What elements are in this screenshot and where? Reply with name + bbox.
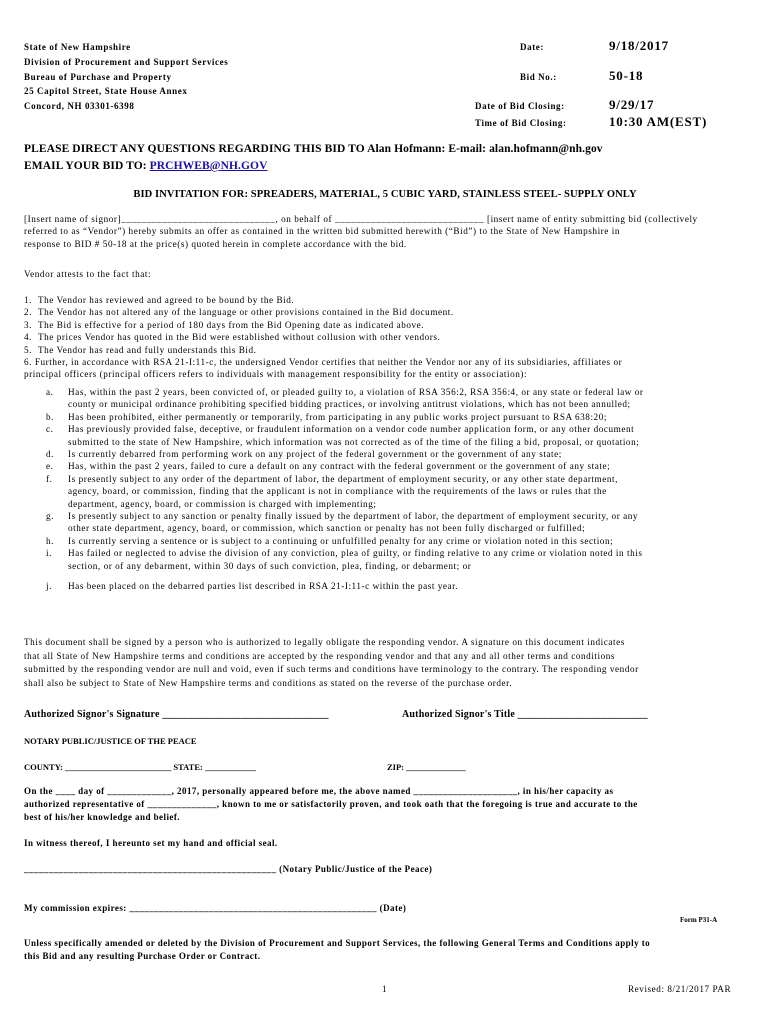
sub-item-letter: h. bbox=[46, 535, 54, 546]
sub-item bbox=[24, 448, 744, 460]
sub-item-text: county or municipal ordinance prohibiting specified bidding practices, or involving antitrust violations, which has not been annulled; bbox=[68, 399, 631, 410]
page-number: 1 bbox=[382, 984, 388, 994]
sub-item bbox=[24, 423, 744, 435]
list-item-text: The Vendor has not altered any of the language or other provisions contained in the Bid document. bbox=[38, 307, 454, 318]
signing-line: submitted by the responding vendor are null and void, even if such terms and conditions have terminology to the contrary. The responding vendor bbox=[24, 664, 639, 674]
form-id: Form P31-A bbox=[680, 916, 718, 924]
notary-oath-line: authorized representative of ______________, known to me or satisfactorily proven, and took oath that the foregoing is true and accurate to the bbox=[24, 799, 638, 809]
sub-item bbox=[24, 386, 744, 398]
notary-signature-field[interactable]: ___________________________________________________ (Notary Public/Justice of the Peace) bbox=[24, 864, 433, 874]
list-item-text: The prices Vendor has quoted in the Bid were established without collusion with other vendors. bbox=[38, 332, 441, 343]
org-line-address: 25 Capitol Street, State House Annex bbox=[24, 86, 188, 96]
sub-item-text: Is currently serving a sentence or is subject to a continuing or unfulfilled penalty for any crime or violation noted in this section; bbox=[68, 535, 614, 546]
intro-paragraph bbox=[24, 213, 744, 250]
intro-line: response to BID # 50-18 at the price(s) quoted herein in complete accordance with the bid. bbox=[24, 238, 407, 249]
list-item-text: The Vendor has read and fully understands this Bid. bbox=[38, 344, 257, 355]
sub-item-list bbox=[24, 386, 744, 593]
signing-line: This document shall be signed by a person who is authorized to legally obligate the responding vendor. A signature on this document indicates bbox=[24, 637, 625, 647]
sub-item-letter: i. bbox=[46, 548, 52, 559]
sub-item-text: Is currently debarred from performing work on any project of the federal government or the government of any state; bbox=[68, 449, 562, 460]
signing-paragraph bbox=[24, 636, 744, 690]
sub-item-letter: j. bbox=[46, 581, 52, 592]
list-item-6-line: principal officers (principal officers refers to individuals with management responsibility for the entity or association): bbox=[24, 369, 528, 380]
sub-item bbox=[24, 535, 744, 547]
org-line-city: Concord, NH 03301-6398 bbox=[24, 101, 135, 111]
list-item-number: 3. bbox=[24, 319, 32, 330]
list-item-number: 4. bbox=[24, 332, 32, 343]
witness-line: In witness thereof, I hereunto set my hand and official seal. bbox=[24, 838, 278, 848]
sub-item-letter: a. bbox=[46, 387, 54, 397]
numbered-list bbox=[24, 294, 744, 381]
date-label: Date: bbox=[520, 42, 544, 52]
sub-item bbox=[24, 580, 744, 592]
sub-item-text: Has previously provided false, deceptive, or fraudulent information on a vendor code number application form, or any other document bbox=[68, 424, 635, 435]
list-item bbox=[24, 344, 744, 356]
list-item-number: 2. bbox=[24, 307, 32, 318]
commission-expires-field[interactable]: My commission expires: __________________________________________________ (Date) bbox=[24, 903, 407, 913]
sub-item-text: Is presently subject to any order of the department of labor, the department of employment security, or any other state department, bbox=[68, 473, 618, 484]
sub-item-letter: b. bbox=[46, 411, 54, 422]
notary-oath-line: On the ____ day of _____________, 2017, personally appeared before me, the above named _____________________, in his/her capacity as bbox=[24, 786, 614, 796]
list-item bbox=[24, 319, 744, 331]
email-bid-line bbox=[24, 160, 268, 172]
notary-oath-paragraph bbox=[24, 785, 744, 824]
sub-item bbox=[24, 547, 744, 559]
closing-time-value: 10:30 AM(EST) bbox=[609, 114, 708, 129]
closing-time-label: Time of Bid Closing: bbox=[475, 118, 567, 128]
closing-line: Unless specifically amended or deleted by the Division of Procurement and Support Services, the following General Terms and Conditions apply to bbox=[24, 938, 651, 948]
list-item bbox=[24, 306, 744, 318]
bid-no-value: 50-18 bbox=[609, 68, 644, 83]
sub-item bbox=[24, 510, 744, 522]
questions-line: PLEASE DIRECT ANY QUESTIONS REGARDING THIS BID TO Alan Hofmann: E-mail: alan.hofmann@nh.gov bbox=[24, 143, 603, 155]
closing-date-label: Date of Bid Closing: bbox=[475, 101, 565, 111]
sub-item bbox=[24, 411, 744, 423]
sub-item bbox=[24, 473, 744, 485]
sub-item-text: Has failed or neglected to advise the division of any conviction, plea of guilty, or finding relative to any crime or violation noted in this bbox=[68, 548, 643, 559]
notary-zip-field[interactable]: ZIP: ______________ bbox=[387, 762, 466, 772]
sub-item-text: agency, board, or commission, finding that the applicant is not in compliance with the requirements of the laws or rules that the bbox=[68, 486, 607, 497]
notary-heading: NOTARY PUBLIC/JUSTICE OF THE PEACE bbox=[24, 736, 197, 746]
sub-item bbox=[24, 460, 744, 472]
list-item-text: The Vendor has reviewed and agreed to be bound by the Bid. bbox=[38, 295, 295, 305]
signing-line: that all State of New Hampshire terms and conditions are accepted by the responding vendor and that any and all other terms and conditions bbox=[24, 650, 616, 661]
closing-paragraph bbox=[24, 937, 744, 963]
signor-title-field[interactable]: Authorized Signor's Title _________________________ bbox=[402, 709, 648, 720]
sub-item-letter: g. bbox=[46, 511, 54, 522]
sub-item-text: department, agency, board, or commission is charged with implementing; bbox=[68, 498, 377, 509]
notary-county-state-field[interactable]: COUNTY: _________________________ STATE: ____________ bbox=[24, 762, 256, 772]
signor-signature-field[interactable]: Authorized Signor's Signature ________________________________ bbox=[24, 709, 329, 720]
list-item-number: 1. bbox=[24, 295, 32, 305]
list-item bbox=[24, 294, 744, 306]
closing-line: this Bid and any resulting Purchase Order or Contract. bbox=[24, 951, 261, 961]
sub-item-letter: e. bbox=[46, 461, 54, 472]
list-item-6-line: 6. Further, in accordance with RSA 21-I:11-c, the undersigned Vendor certifies that neither the Vendor nor any of its subsidiaries, affiliates or bbox=[24, 357, 623, 368]
closing-date-value: 9/29/17 bbox=[609, 97, 655, 112]
signing-line: shall also be subject to State of New Hampshire terms and conditions as stated on the reverse of the purchase order. bbox=[24, 677, 513, 688]
org-line-state: State of New Hampshire bbox=[24, 42, 131, 52]
list-item-number: 5. bbox=[24, 344, 32, 355]
intro-line: [Insert name of signor]______________________________, on behalf of _____________________________ [insert name of entity submitting bid (collectively bbox=[24, 214, 698, 224]
sub-item-text: Has, within the past 2 years, failed to cure a default on any contract with the federal government or the government of any state; bbox=[68, 461, 611, 472]
sub-item-text: Has been placed on the debarred parties list described in RSA 21-I:11-c within the past year. bbox=[68, 581, 459, 592]
list-item bbox=[24, 331, 744, 343]
list-item-text: The Bid is effective for a period of 180 days from the Bid Opening date as indicated above. bbox=[38, 319, 425, 330]
sub-item-text: section, or of any debarment, within 30 days of such conviction, plea, finding, or debarment; or bbox=[68, 560, 472, 571]
sub-item-text: Is presently subject to any sanction or penalty finally issued by the department of labor, the department of employment security, or any bbox=[68, 511, 639, 522]
sub-item-letter: f. bbox=[46, 473, 53, 484]
sub-item-text: Has been prohibited, either permanently or temporarily, from participating in any public works project pursuant to RSA 638:20; bbox=[68, 411, 607, 422]
bid-no-label: Bid No.: bbox=[520, 72, 557, 82]
org-line-division: Division of Procurement and Support Services bbox=[24, 57, 229, 67]
sub-item-text: Has, within the past 2 years, been convicted of, or pleaded guilty to, a violation of RSA 356:2, RSA 356:4, or any state or federal law or bbox=[68, 387, 644, 397]
sub-item-text: submitted to the state of New Hampshire, which information was not corrected as of the time of the filing a bid, proposal, or quotation; bbox=[68, 436, 640, 447]
revised-note: Revised: 8/21/2017 PAR bbox=[628, 984, 732, 994]
invitation-title: BID INVITATION FOR: SPREADERS, MATERIAL, 5 CUBIC YARD, STAINLESS STEEL- SUPPLY ONLY bbox=[133, 189, 637, 200]
intro-line: referred to as “Vendor”) hereby submits an offer as contained in the written bid submitted herewith (“Bid”) to the State of New Hampshire in bbox=[24, 226, 621, 237]
attests-line: Vendor attests to the fact that: bbox=[24, 269, 152, 279]
notary-oath-line: best of his/her knowledge and belief. bbox=[24, 812, 180, 822]
sub-item-letter: d. bbox=[46, 449, 54, 460]
date-value: 9/18/2017 bbox=[609, 38, 669, 53]
sub-item-letter: c. bbox=[46, 424, 54, 435]
email-bid-link[interactable]: PRCHWEB@NH.GOV bbox=[149, 160, 268, 172]
org-line-bureau: Bureau of Purchase and Property bbox=[24, 72, 172, 82]
sub-item-text: other state department, agency, board, or commission, which sanction or penalty has not been fully discharged or fulfilled; bbox=[68, 523, 586, 534]
email-bid-prefix: EMAIL YOUR BID TO: bbox=[24, 160, 150, 172]
